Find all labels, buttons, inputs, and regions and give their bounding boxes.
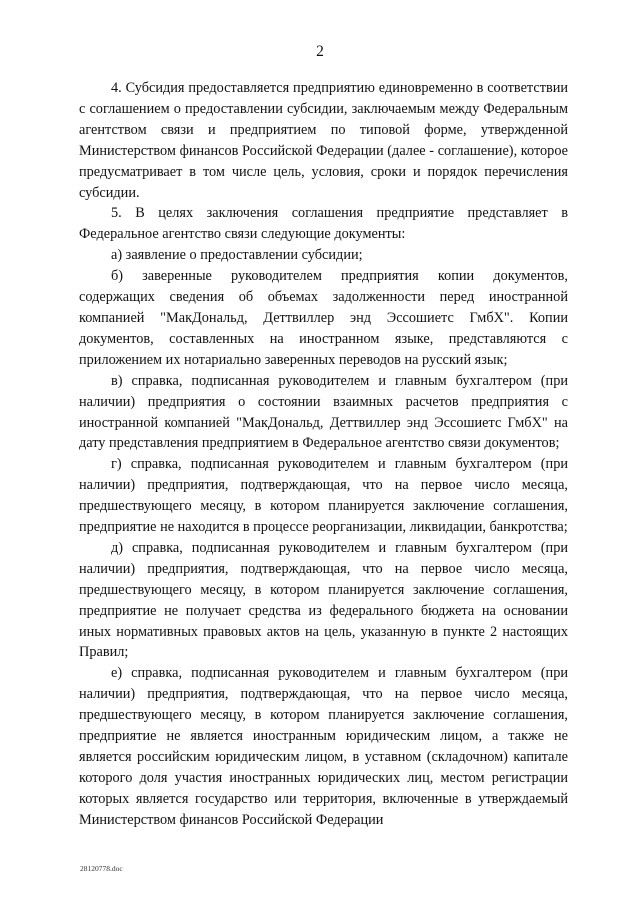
list-item-e: е) справка, подписанная руководителем и главным бухгалтером (при наличии) предприятия, подтверждающая, что на первое число месяца, предшествующего месяцу, в котором планируется заключение соглашения, предприятие не является иностранным юридическим лицом, а также не является российским юридическим лицом, в уставном (складочном) капитале которого доля участия иностранных юридических лиц, местом регистрации которых является государство или территория, включенные в утверждаемый Министерством финансов Российской Федерации (79, 665, 568, 828)
list-item-b: б) заверенные руководителем предприятия копии документов, содержащих сведения об объемах задолженности перед иностранной компанией "МакДональд, Деттвиллер энд Эссошиетс ГмбХ". Копии документов, составленных на иностранном языке, представляются с приложением их нотариально заверенных переводов на русский язык; (79, 268, 568, 368)
list-item-d: д) справка, подписанная руководителем и главным бухгалтером (при наличии) предприятия, подтверждающая, что на первое число месяца, предшествующего месяцу, в котором планируется заключение соглашения, предприятие не получает средства из федерального бюджета на основании иных нормативных правовых актов на цель, указанную в пункте 2 настоящих Правил; (79, 539, 568, 661)
list-item-g: г) справка, подписанная руководителем и главным бухгалтером (при наличии) предприятия, подтверждающая, что на первое число месяца, предшествующего месяцу, в котором планируется заключение соглашения, предприятие не находится в процессе реорганизации, ликвидации, банкротства; (79, 456, 568, 536)
document-body (79, 78, 568, 831)
footer-file-code: 28120778.doc (80, 864, 123, 873)
paragraph-item-4: 4. Субсидия предоставляется предприятию единовременно в соответствии с соглашением о предоставлении субсидии, заключаемым между Федеральным агентством связи и предприятием по типовой форме, утвержденной Министерством финансов Российской Федерации (далее - соглашение), которое предусматривает в том числе цель, условия, сроки и порядок перечисления субсидии. (79, 80, 568, 201)
list-item-v: в) справка, подписанная руководителем и главным бухгалтером (при наличии) предприятия о состоянии взаимных расчетов предприятия с иностранной компанией "МакДональд, Деттвиллер энд Эссошиетс ГмбХ" на дату представления предприятием в Федеральное агентство связи документов; (79, 372, 568, 452)
list-item-a: а) заявление о предоставлении субсидии; (111, 247, 363, 264)
page-number: 2 (316, 43, 324, 60)
paragraph-item-5: 5. В целях заключения соглашения предприятие представляет в Федеральное агентство связи следующие документы: (79, 205, 568, 243)
